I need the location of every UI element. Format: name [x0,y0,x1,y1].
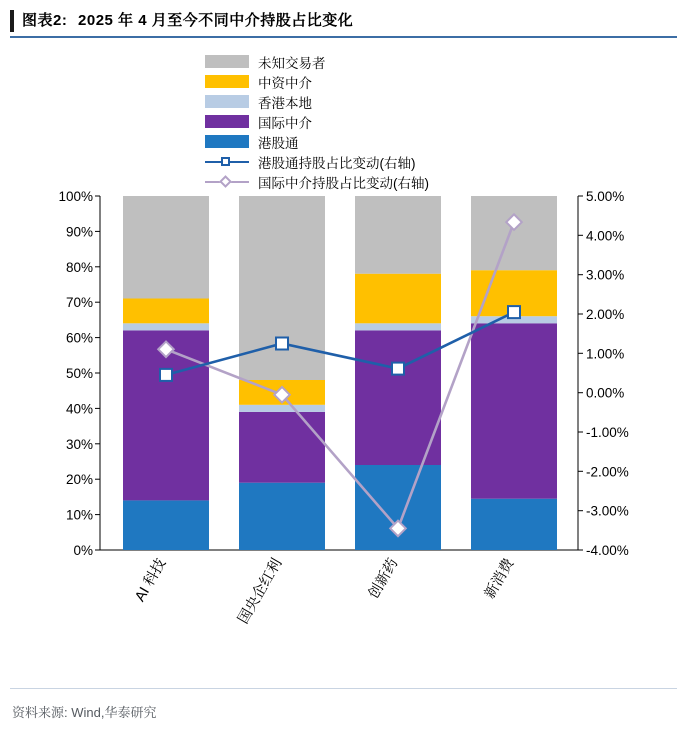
legend-item-stock-connect [205,132,535,151]
legend-swatch-china-broker [205,75,249,88]
bar-segment-unknown [123,196,209,299]
bar-group-category-4 [471,196,557,550]
bar-segment-hk-local [355,323,441,330]
line-marker-square [508,306,520,318]
bar-segment-stock-connect [471,499,557,550]
legend-swatch-intl-broker [205,115,249,128]
bar-segment-stock-connect [239,483,325,550]
y-tick-label: 50% [65,366,93,381]
source-note: 资料来源: Wind,华泰研究 [12,705,157,720]
line-marker-square [276,338,288,350]
y2-tick-label: 3.00% [586,267,625,283]
figure-title-bar [10,8,677,38]
y2-tick-label: -2.00% [586,464,629,480]
bar-segment-hk-local [239,405,325,412]
legend-item-hk-local [205,92,535,111]
legend-label-hk-local: 香港本地 [258,95,312,111]
x-axis-category-labels [131,555,517,627]
y-tick-label: 100% [58,189,93,204]
bar-segment-stock-connect [123,500,209,550]
y2-tick-label: -4.00% [586,543,629,558]
legend-label-unknown: 未知交易者 [258,55,326,71]
y2-tick-label: 5.00% [586,189,625,204]
bar-segment-intl-broker [471,323,557,498]
y-tick-label: 40% [65,401,93,417]
bar-segment-hk-local [123,323,209,330]
legend-swatch-hk-local [205,95,249,108]
y-axis-left-tickmarks [95,196,100,550]
line-marker-square [160,369,172,381]
y-tick-label: 10% [65,507,93,523]
chart-svg [0,180,687,660]
legend-swatch-stock-connect [205,135,249,148]
bar-segment-china-broker [355,274,441,324]
y-tick-label: 30% [65,436,93,452]
x-category-label: 国央企红利 [235,556,286,627]
page-title [22,9,353,30]
legend-label-china-broker: 中资中介 [258,75,312,91]
y-tick-label: 20% [65,472,93,488]
bar-segment-china-broker [123,299,209,324]
y2-tick-label: -1.00% [586,425,629,440]
y-tick-label: 0% [73,543,93,558]
legend-label-stock-connect: 港股通 [258,135,299,151]
bar-group-category-2 [239,196,325,550]
y-tick-label: 80% [65,259,93,275]
figure-tag: 图表2: [22,12,68,29]
line-intl-broker-change [166,222,514,528]
legend-item-unknown [205,52,535,71]
x-category-label: 新消费 [481,556,518,602]
markers-stock-connect-change [160,306,520,381]
legend-swatch-unknown [205,55,249,68]
legend-item-intl-broker [205,112,535,131]
bar-segment-intl-broker [239,412,325,483]
y-tick-label: 60% [65,330,93,346]
y-axis-left-ticks [58,189,93,558]
legend-label-intl-change: 国际中介持股占比变动(右轴) [258,175,429,191]
y2-tick-label: 1.00% [586,346,625,362]
line-marker-square [392,363,404,375]
legend-item-connect-change [205,152,535,171]
markers-intl-broker-change [158,214,522,536]
y2-tick-label: 0.00% [586,385,625,401]
y-axis-right-tickmarks [578,196,583,550]
chart-legend [205,52,535,192]
x-category-label: AI 科技 [132,556,170,605]
line-stock-connect-change [166,312,514,375]
y-tick-label: 70% [65,295,93,311]
legend-label-connect-change: 港股通持股占比变动(右轴) [258,155,416,171]
legend-line-connect-change [205,155,249,168]
y2-tick-label: -3.00% [586,503,629,519]
y-tick-label: 90% [65,224,93,240]
y-axis-right-ticks [586,189,629,558]
bar-segment-unknown [471,196,557,270]
y2-tick-label: 4.00% [586,228,625,244]
x-category-label: 创新药 [365,556,402,602]
legend-label-intl-broker: 国际中介 [258,115,312,131]
chart-plot-area [0,180,687,660]
y2-tick-label: 2.00% [586,307,625,322]
legend-item-china-broker [205,72,535,91]
title-accent-bar [10,10,14,32]
footer-divider [10,688,677,689]
bar-segment-unknown [355,196,441,274]
bar-segment-intl-broker [355,330,441,465]
figure-title: 2025 年 4 月至今不同中介持股占比变化 [78,12,354,29]
